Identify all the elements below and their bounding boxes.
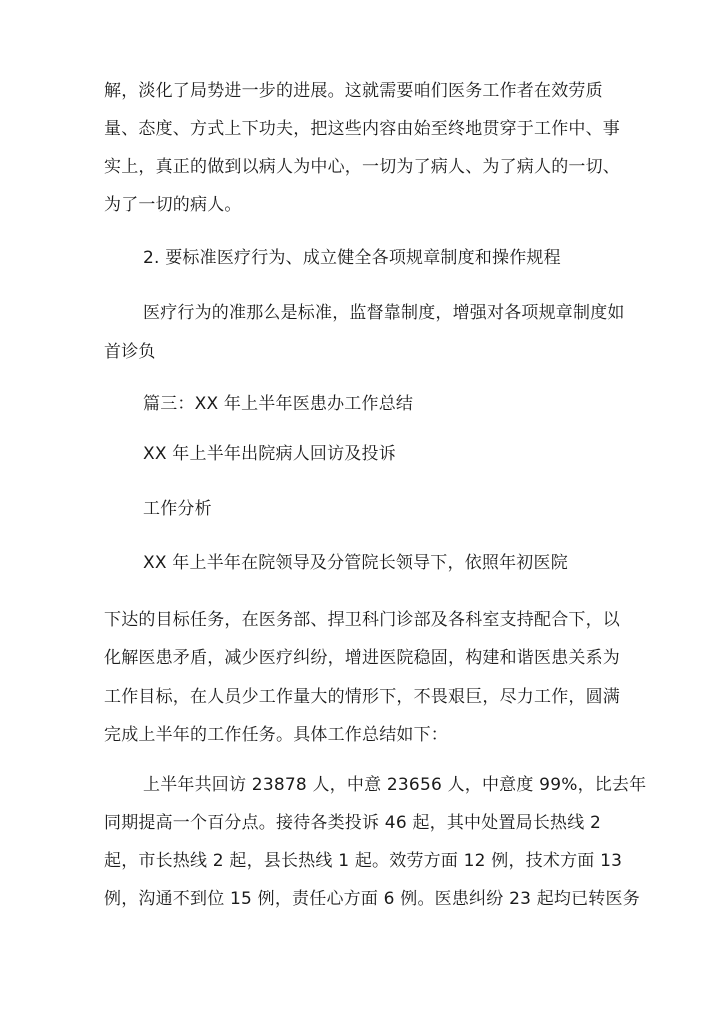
paragraph-start: XX 年上半年在院领导及分管院长领导下，依照年初医院	[143, 553, 568, 573]
chapter-title: 篇三：XX 年上半年医患办工作总结	[143, 394, 414, 414]
text-line-18: 起，市长热线 2 起，县长热线 1 起。效劳方面 12 例，技术方面 13	[104, 851, 623, 871]
text-line-7: 首诊负	[104, 342, 156, 362]
subtitle-line-2: 工作分析	[143, 499, 212, 519]
text-line-17: 同期提高一个百分点。接待各类投诉 46 起，其中处置局长热线 2	[104, 813, 602, 833]
text-line-14: 工作目标，在人员少工作量大的情形下，不畏艰巨，尽力工作，圆满	[104, 687, 620, 707]
section-heading: 2. 要标准医疗行为、成立健全各项规章制度和操作规程	[143, 248, 561, 268]
text-line-19: 例，沟通不到位 15 例，责任心方面 6 例。医患纠纷 23 起均已转医务	[104, 889, 640, 909]
text-line-4: 为了一切的病人。	[104, 195, 242, 215]
text-line-3: 实上，真正的做到以病人为中心，一切为了病人、为了病人的一切、	[104, 157, 620, 177]
text-line-12: 下达的目标任务，在医务部、捍卫科门诊部及各科室支持配合下，以	[104, 610, 620, 630]
subtitle-line: XX 年上半年出院病人回访及投诉	[143, 444, 396, 464]
text-line-15: 完成上半年的工作任务。具体工作总结如下：	[104, 725, 448, 745]
text-line-6: 医疗行为的准那么是标准，监督靠制度，增强对各项规章制度如	[143, 303, 625, 323]
text-line-16: 上半年共回访 23878 人，中意 23656 人，中意度 99%，比去年	[143, 775, 647, 795]
text-line-13: 化解医患矛盾，减少医疗纠纷，增进医院稳固，构建和谐医患关系为	[104, 648, 620, 668]
text-line-2: 量、态度、方式上下功夫，把这些内容由始至终地贯穿于工作中、事	[104, 119, 620, 139]
text-line-1: 解，淡化了局势进一步的进展。这就需要咱们医务工作者在效劳质	[104, 81, 603, 101]
